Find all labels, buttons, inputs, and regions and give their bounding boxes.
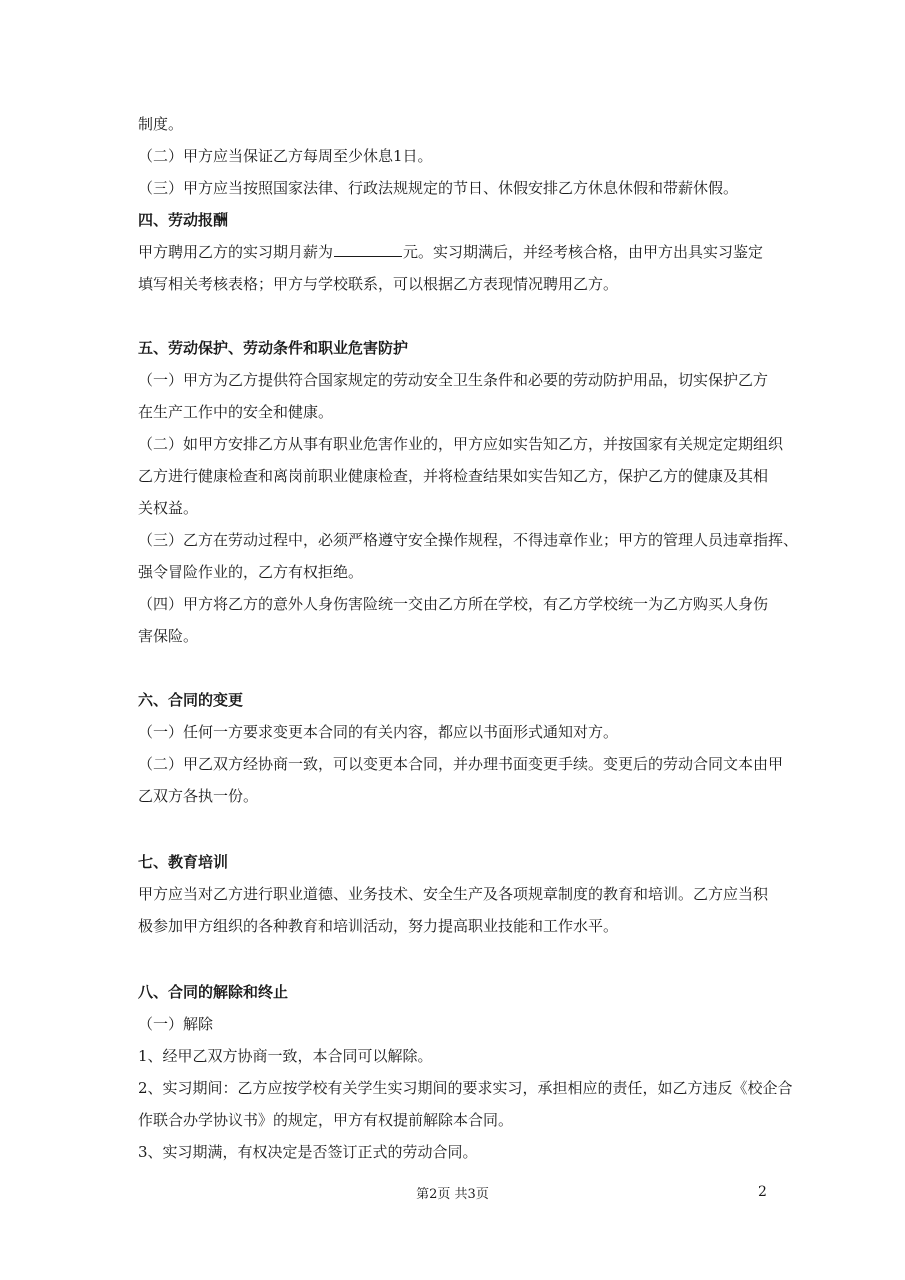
text-line: （二）如甲方安排乙方从事有职业危害作业的，甲方应如实告知乙方，并按国家有关规定定期组织 <box>138 435 784 453</box>
text-line: 关权益。 <box>138 499 199 517</box>
text-line: 乙双方各执一份。 <box>138 787 259 805</box>
text-line: （二）甲方应当保证乙方每周至少休息1日。 <box>138 147 433 165</box>
text-line: （三）乙方在劳动过程中，必须严格遵守安全操作规程，不得违章作业；甲方的管理人员违章指挥、 <box>138 531 799 549</box>
page-number: 2 <box>758 1184 767 1200</box>
text-line: 乙方进行健康检查和离岗前职业健康检查，并将检查结果如实告知乙方，保护乙方的健康及其相 <box>138 467 769 485</box>
text-line: （一）任何一方要求变更本合同的有关内容，都应以书面形式通知对方。 <box>138 723 619 741</box>
text-line-salary <box>138 242 763 262</box>
section-heading-5: 五、劳动保护、劳动条件和职业危害防护 <box>138 339 409 357</box>
page-footer: 第2页 共3页 <box>416 1187 489 1202</box>
text-line: 3、实习期满，有权决定是否签订正式的劳动合同。 <box>138 1143 478 1161</box>
text-line: （二）甲乙双方经协商一致，可以变更本合同，并办理书面变更手续。变更后的劳动合同文本由甲 <box>138 755 784 773</box>
section-heading-6: 六、合同的变更 <box>138 691 244 709</box>
text-line: 强令冒险作业的，乙方有权拒绝。 <box>138 563 364 581</box>
text-line: 在生产工作中的安全和健康。 <box>138 403 334 421</box>
text-line: 极参加甲方组织的各种教育和培训活动，努力提高职业技能和工作水平。 <box>138 917 619 935</box>
salary-text-after: 元。实习期满后，并经考核合格，由甲方出具实习鉴定 <box>403 243 764 261</box>
text-line: （一）甲方为乙方提供符合国家规定的劳动安全卫生条件和必要的劳动防护用品，切实保护乙方 <box>138 371 769 389</box>
section-heading-4: 四、劳动报酬 <box>138 211 229 229</box>
salary-blank-field <box>334 242 402 257</box>
section-heading-7: 七、教育培训 <box>138 853 229 871</box>
section-heading-8: 八、合同的解除和终止 <box>138 983 289 1001</box>
text-line: 甲方应当对乙方进行职业道德、业务技术、安全生产及各项规章制度的教育和培训。乙方应当积 <box>138 885 769 903</box>
text-line: （四）甲方将乙方的意外人身伤害险统一交由乙方所在学校，有乙方学校统一为乙方购买人身伤 <box>138 595 769 613</box>
text-line: 1、经甲乙双方协商一致，本合同可以解除。 <box>138 1047 433 1065</box>
text-line: 填写相关考核表格；甲方与学校联系，可以根据乙方表现情况聘用乙方。 <box>138 275 619 293</box>
text-line: （三）甲方应当按照国家法律、行政法规规定的节日、休假安排乙方休息休假和带薪休假。 <box>138 179 739 197</box>
text-line: 作联合办学协议书》的规定，甲方有权提前解除本合同。 <box>138 1111 514 1129</box>
text-line: 制度。 <box>138 115 184 133</box>
text-line: 害保险。 <box>138 627 199 645</box>
text-line: 2、实习期间：乙方应按学校有关学生实习期间的要求实习，承担相应的责任，如乙方违反《校企合 <box>138 1079 793 1097</box>
salary-text-before: 甲方聘用乙方的实习期月薪为 <box>138 243 334 261</box>
text-line: （一）解除 <box>138 1015 214 1033</box>
